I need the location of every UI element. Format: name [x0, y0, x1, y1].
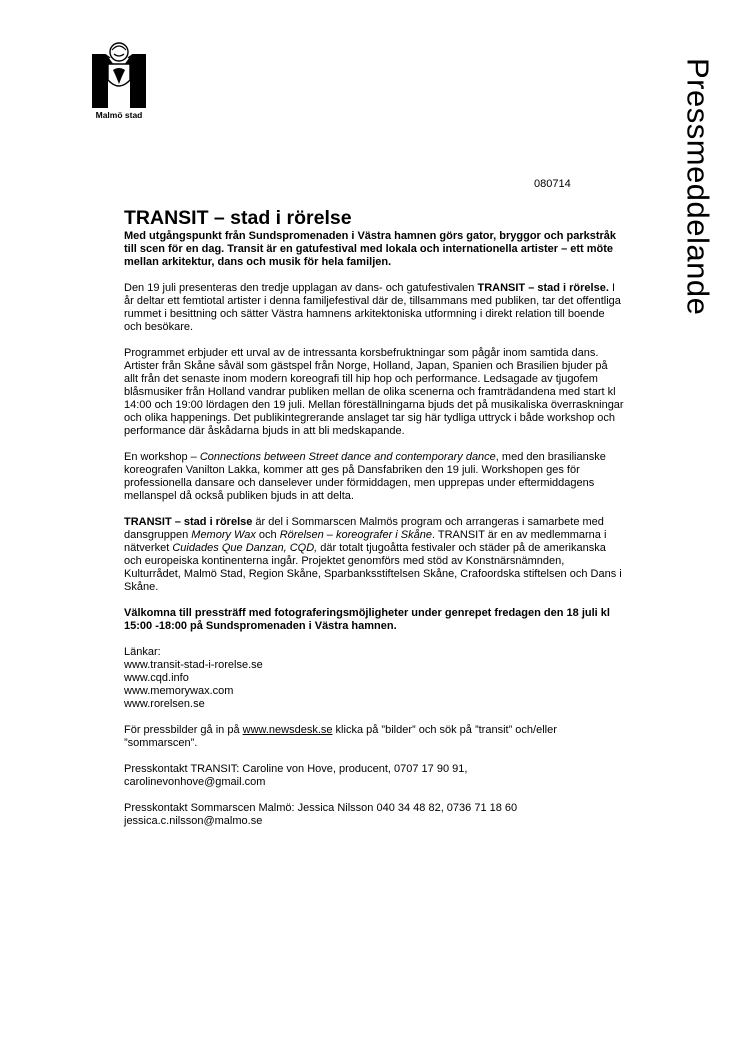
paragraph-workshop: En workshop – Connections between Street dance and contemporary dance, med den brasilianske koreografen Vanilton Lakka, kommer att ges på Dansfabriken den 19 juli. Workshopen ges för professionella dansare och danselever under förmiddagen, men upprepas under eftermiddagens mellanspel då också publiken bjuds in att delta.	[124, 451, 606, 502]
newsdesk-link[interactable]: www.newsdesk.se	[242, 724, 333, 736]
lead-paragraph: Med utgångspunkt från Sundspromenaden i Västra hamnen görs gator, bryggor och parkstråk till scen för en dag. Transit är en gatufestival med lokala och internationella artister – ett möte mellan arkitektur, dans och musik för hela familjen.	[124, 230, 617, 268]
contact-transit-email[interactable]: carolinevonhove@gmail.com	[124, 776, 266, 788]
contact-sommarscen-email[interactable]: jessica.c.nilsson@malmo.se	[124, 815, 263, 827]
malmo-stad-logo	[84, 40, 154, 120]
link-rorelsen[interactable]: www.rorelsen.se	[124, 698, 205, 710]
paragraph-partners: TRANSIT – stad i rörelse är del i Sommarscen Malmös program och arrangeras i samarbete med dansgruppen Memory Wax och Rörelsen – koreografer i Skåne. TRANSIT är en av medlemmarna i nätverket Cuidades Que Danzan, CQD, där totalt tjugoåtta festivaler och städer på de amerikanska och europeiska kontinenterna ingår. Projektet genomförs med stöd av Konstnärsnämnden, Kulturrådet, Malmö Stad, Region Skåne, Sparbanksstiftelsen Skåne, Crafoordska stiftelsen och Dans i Skåne.	[124, 516, 622, 593]
document-title: TRANSIT – stad i rörelse	[124, 207, 352, 229]
link-cqd[interactable]: www.cqd.info	[124, 672, 189, 684]
paragraph-program: Programmet erbjuder ett urval av de intressanta korsbefruktningar som pågår inom samtida dans. Artister från Skåne såväl som gästspel från Norge, Holland, Japan, Spanien och Brasilien bjuder på allt från det senaste inom modern koreografi till hip hop och performance. Ledsagade av tjugofem blåsmusiker från Holland vandrar publiken mellan de olika scenerna och framträdandena med start kl 14:00 och 19:00 lördagen den 19 juli. Mellan föreställningarna bjuds det på musikaliska överraskningar och olika happenings. Det publikintegrerande anslaget tar sig här tydliga uttryck i både workshop och performance där åskådarna bjuds in att bli medskapande.	[124, 347, 624, 437]
contact-transit: Presskontakt TRANSIT: Caroline von Hove, producent, 0707 17 90 91, carolinevonhove@gmail.com	[124, 763, 468, 788]
links-section	[124, 646, 624, 711]
malmo-coat-of-arms-icon	[88, 40, 150, 108]
paragraph-intro: Den 19 juli presenteras den tredje upplagan av dans- och gatufestivalen TRANSIT – stad i rörelse. I år deltar ett femtiotal artister i denna familjefestival där de, tillsammans med publiken, tar det offentliga rummet i besittning och sätter Västra hamnens arkitektoniska utformning i direkt relation till boende och besökare.	[124, 282, 621, 333]
contact-sommarscen: Presskontakt Sommarscen Malmö: Jessica Nilsson 040 34 48 82, 0736 71 18 60 jessica.c.nilsson@malmo.se	[124, 802, 518, 827]
logo-caption: Malmö stad	[95, 110, 143, 120]
press-release-body	[124, 206, 624, 841]
document-date: 080714	[534, 178, 571, 190]
press-meeting-invitation: Välkomna till pressträff med fotograferingsmöjligheter under genrepet fredagen den 18 juli kl 15:00 -18:00 på Sundspromenaden i Västra hamnen.	[124, 607, 610, 632]
link-memorywax[interactable]: www.memorywax.com	[124, 685, 234, 697]
links-heading: Länkar:	[124, 646, 161, 658]
link-transit[interactable]: www.transit-stad-i-rorelse.se	[124, 659, 263, 671]
press-images-paragraph: För pressbilder gå in på www.newsdesk.se klicka på ”bilder” och sök på ”transit” och/eller ”sommarscen”.	[124, 724, 557, 749]
pressmeddelande-label: Pressmeddelande	[680, 58, 716, 316]
